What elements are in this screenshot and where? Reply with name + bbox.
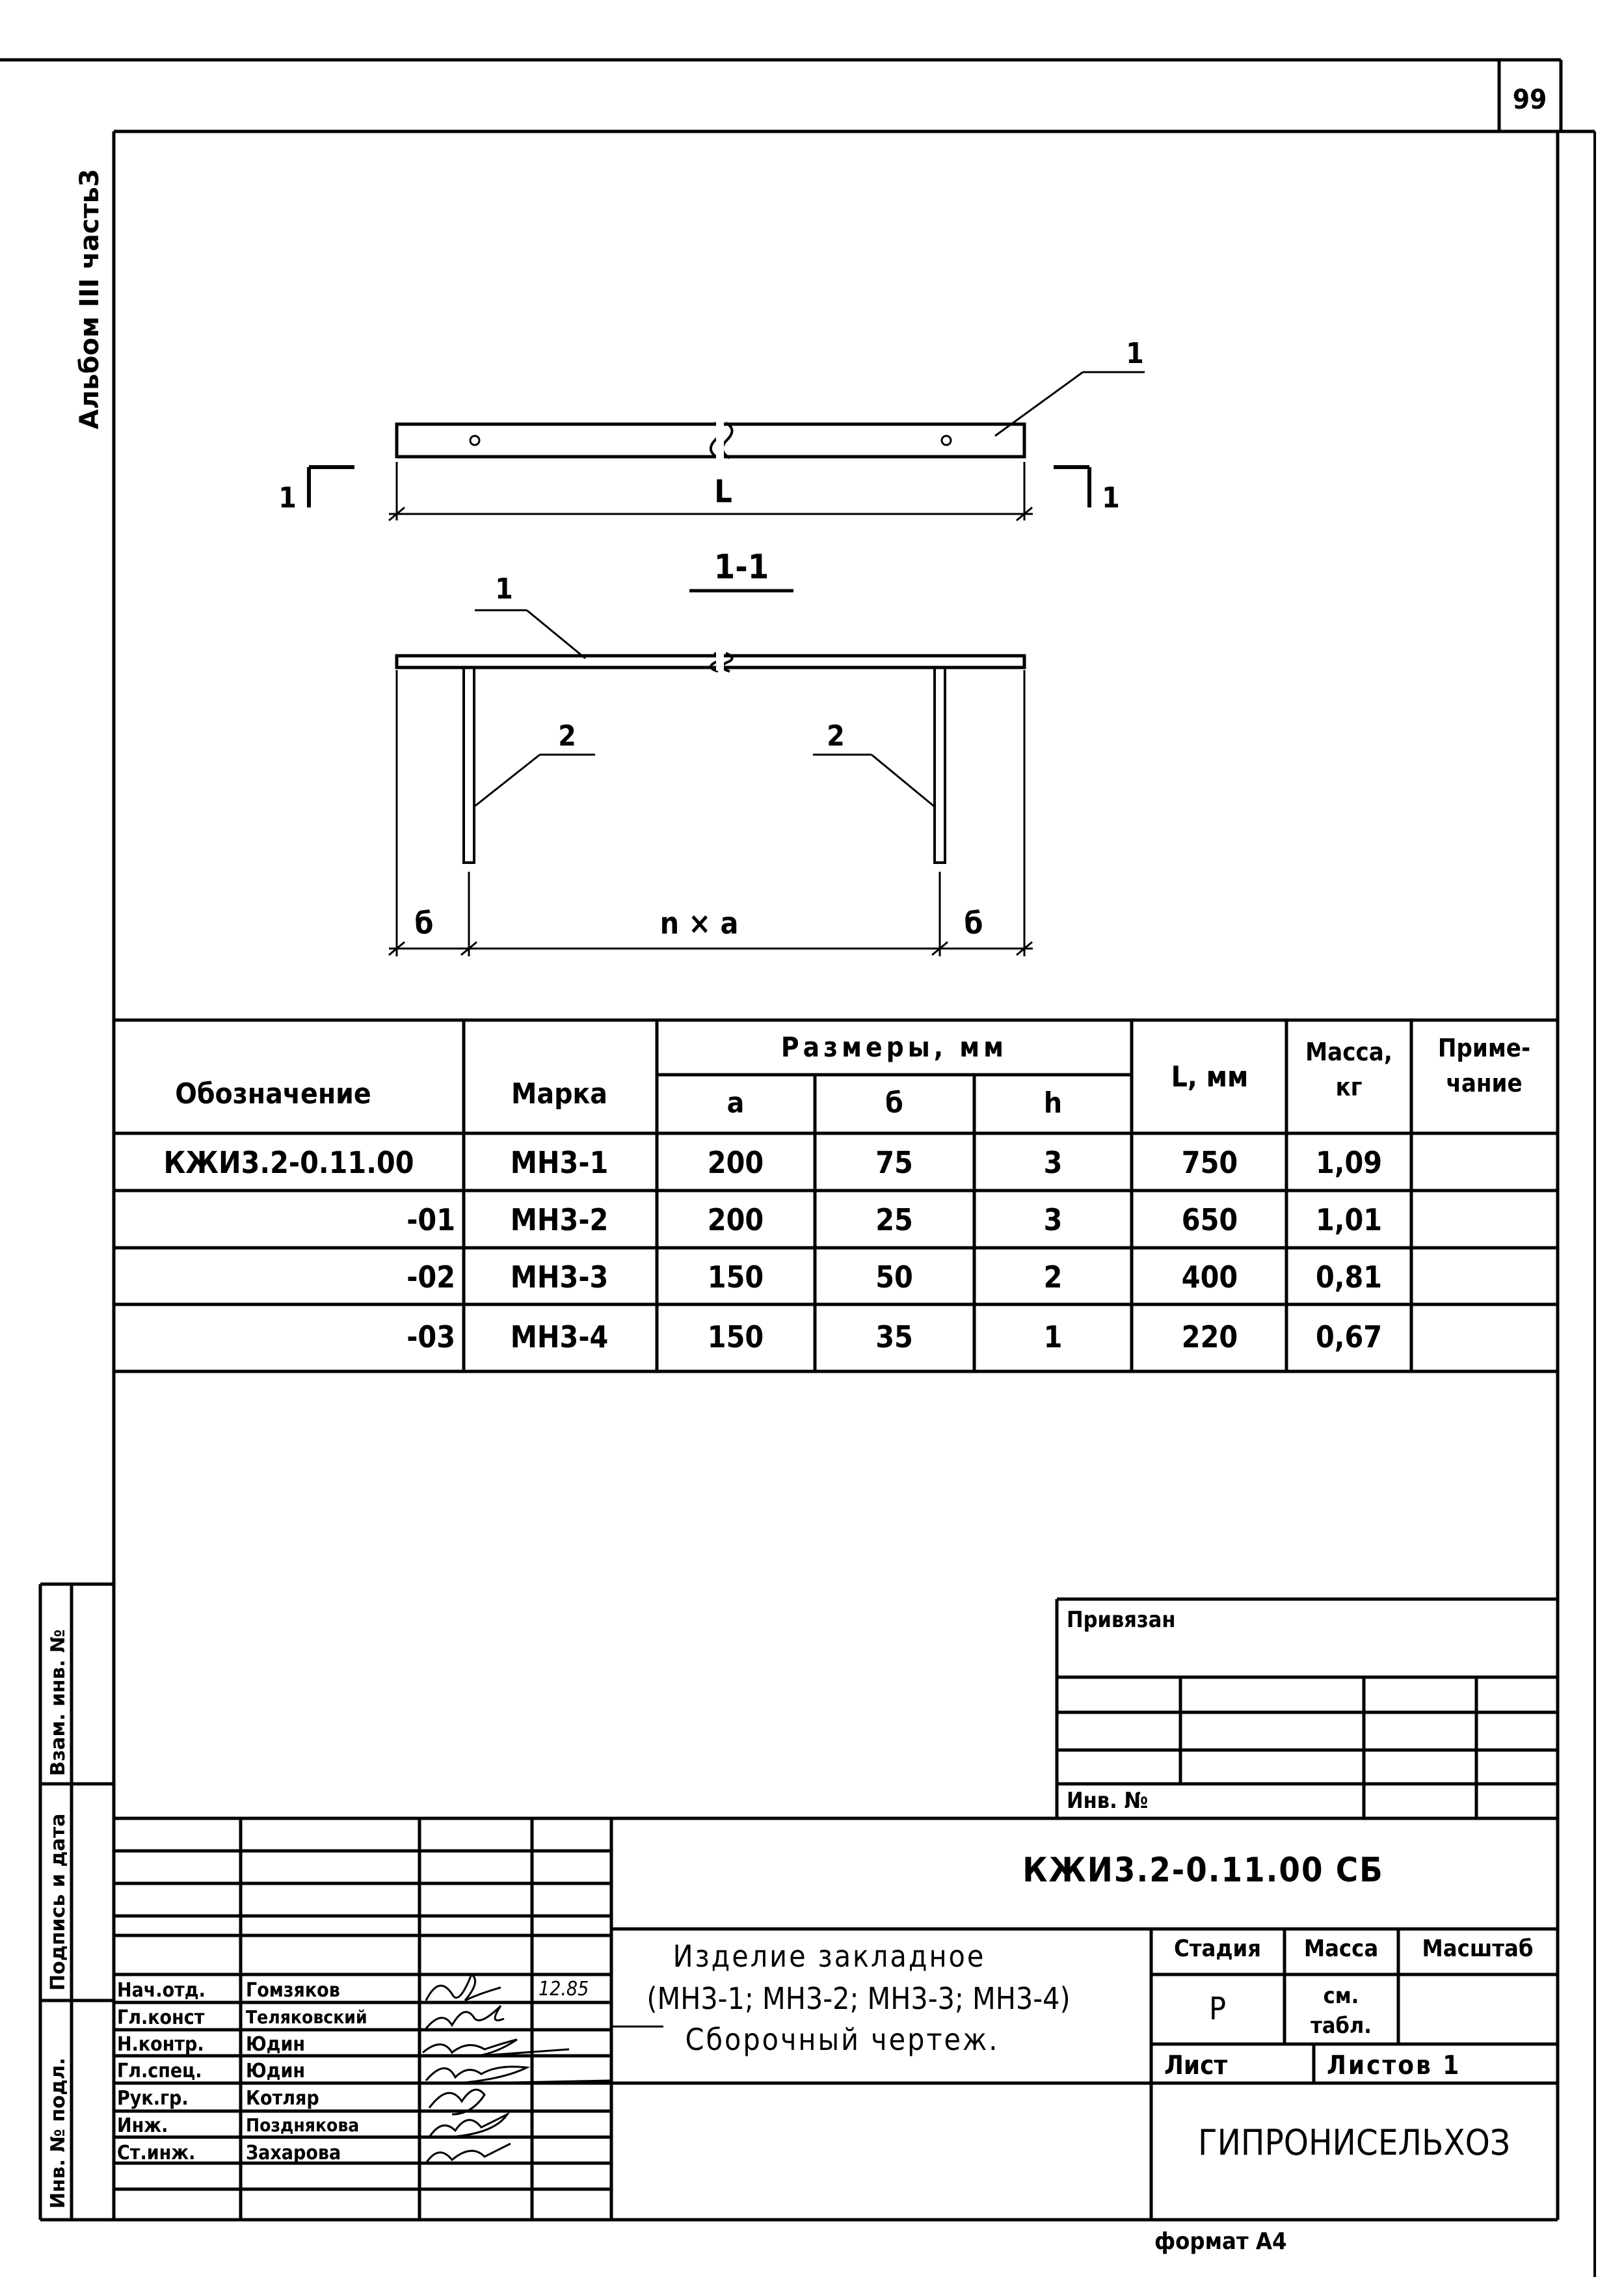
- cell-mass: 1,01: [1315, 1202, 1383, 1237]
- cell-mark: МН3-2: [510, 1202, 609, 1237]
- sheet-label: Лист: [1164, 2051, 1228, 2081]
- document-code: КЖИ3.2-0.11.00 СБ: [1022, 1851, 1384, 1890]
- scale-label: Масштаб: [1422, 1935, 1534, 1962]
- organization: ГИПРОНИСЕЛЬХОЗ: [1197, 2122, 1511, 2163]
- approval-name: Юдин: [246, 2060, 306, 2082]
- cell-b: 35: [875, 1319, 913, 1354]
- cell-h: 2: [1043, 1260, 1063, 1295]
- section-mark-right: 1: [1102, 481, 1120, 515]
- approval-name: Котляр: [246, 2087, 319, 2110]
- mass-value: см. табл.: [1311, 1983, 1372, 2039]
- approval-name: Позднякова: [246, 2114, 360, 2136]
- approval-name: Захарова: [246, 2142, 341, 2164]
- cell-mass: 0,81: [1315, 1260, 1383, 1295]
- stage-value: Р: [1208, 1991, 1227, 2027]
- approval-name: Теляковский: [246, 2006, 367, 2028]
- header-b: б: [885, 1086, 903, 1120]
- header-L: L, мм: [1171, 1060, 1249, 1094]
- cell-L: 400: [1181, 1260, 1238, 1295]
- header-a: a: [726, 1086, 745, 1120]
- approval-name: Гомзяков: [246, 1979, 340, 2002]
- cell-mark: МН3-4: [510, 1319, 609, 1354]
- mass-label: Масса: [1303, 1935, 1379, 1962]
- approval-name: Юдин: [246, 2033, 306, 2056]
- header-mark: Марка: [511, 1077, 608, 1111]
- cell-b: 75: [875, 1145, 913, 1180]
- approval-role: Нач.отд.: [117, 1979, 206, 2002]
- vzam-inv-label: Взам. инв. №: [47, 1629, 70, 1776]
- inv-podl-label: Инв. № подл.: [47, 2057, 70, 2209]
- dim-L-label: L: [714, 474, 732, 510]
- cell-designation: -02: [406, 1260, 455, 1295]
- cell-mark: МН3-3: [510, 1260, 609, 1295]
- approval-role: Гл.конст: [117, 2006, 205, 2029]
- cell-L: 220: [1181, 1319, 1238, 1354]
- position-1-section-label: 1: [495, 572, 513, 606]
- position-1-label: 1: [1126, 337, 1144, 370]
- cell-h: 1: [1043, 1319, 1063, 1354]
- cell-mass: 1,09: [1315, 1145, 1383, 1180]
- format-label: формат А4: [1154, 2228, 1287, 2255]
- cell-a: 150: [707, 1319, 764, 1354]
- cell-a: 150: [707, 1260, 764, 1295]
- cell-b: 25: [875, 1202, 913, 1237]
- section-mark-left: 1: [278, 481, 297, 515]
- header-h: h: [1043, 1086, 1063, 1120]
- header-designation: Обозначение: [175, 1077, 371, 1111]
- header-note: Приме-чание: [1437, 1034, 1531, 1098]
- approval-role: Н.контр.: [117, 2033, 204, 2056]
- cell-L: 650: [1181, 1202, 1238, 1237]
- cell-designation: КЖИ3.2-0.11.00: [163, 1145, 414, 1180]
- header-mass: Масса, кг: [1305, 1038, 1392, 1101]
- cell-h: 3: [1043, 1202, 1063, 1237]
- cell-mass: 0,67: [1315, 1319, 1383, 1354]
- header-sizes: Размеры, мм: [780, 1031, 1008, 1063]
- position-2-left-label: 2: [558, 720, 576, 753]
- binding-inv: Инв. №: [1067, 1788, 1149, 1814]
- podpis-data-label: Подпись и дата: [47, 1813, 70, 1991]
- sheets-label: Листов 1: [1327, 2051, 1461, 2081]
- dim-b-right: б: [964, 906, 983, 941]
- stage-label: Стадия: [1173, 1935, 1262, 1962]
- position-2-right-label: 2: [827, 720, 845, 753]
- approval-role: Рук.гр.: [117, 2087, 189, 2110]
- page-number: 99: [1512, 83, 1547, 115]
- dim-b-left: б: [414, 906, 434, 941]
- dim-na: n × a: [659, 906, 739, 941]
- cell-a: 200: [707, 1145, 764, 1180]
- cell-mark: МН3-1: [510, 1145, 609, 1180]
- cell-h: 3: [1043, 1145, 1063, 1180]
- binding-title: Привязан: [1067, 1607, 1176, 1633]
- cell-b: 50: [875, 1260, 913, 1295]
- section-view: [389, 610, 1033, 956]
- approval-date: 12.85: [539, 1978, 589, 2000]
- cell-designation: -01: [406, 1202, 455, 1237]
- product-name-line3: Сборочный чертеж.: [685, 2022, 1000, 2057]
- cell-a: 200: [707, 1202, 764, 1237]
- cell-L: 750: [1181, 1145, 1238, 1180]
- approval-role: Ст.инж.: [117, 2142, 196, 2164]
- section-title: 1-1: [713, 548, 769, 587]
- product-name-line1: Изделие закладное: [672, 1939, 986, 1974]
- approval-role: Инж.: [117, 2114, 168, 2137]
- approval-role: Гл.спец.: [117, 2060, 202, 2082]
- cell-designation: -03: [406, 1319, 455, 1354]
- album-label: Альбом III часть3: [75, 168, 105, 429]
- product-name-line2: (МН3-1; МН3-2; МН3-3; МН3-4): [646, 1981, 1071, 2016]
